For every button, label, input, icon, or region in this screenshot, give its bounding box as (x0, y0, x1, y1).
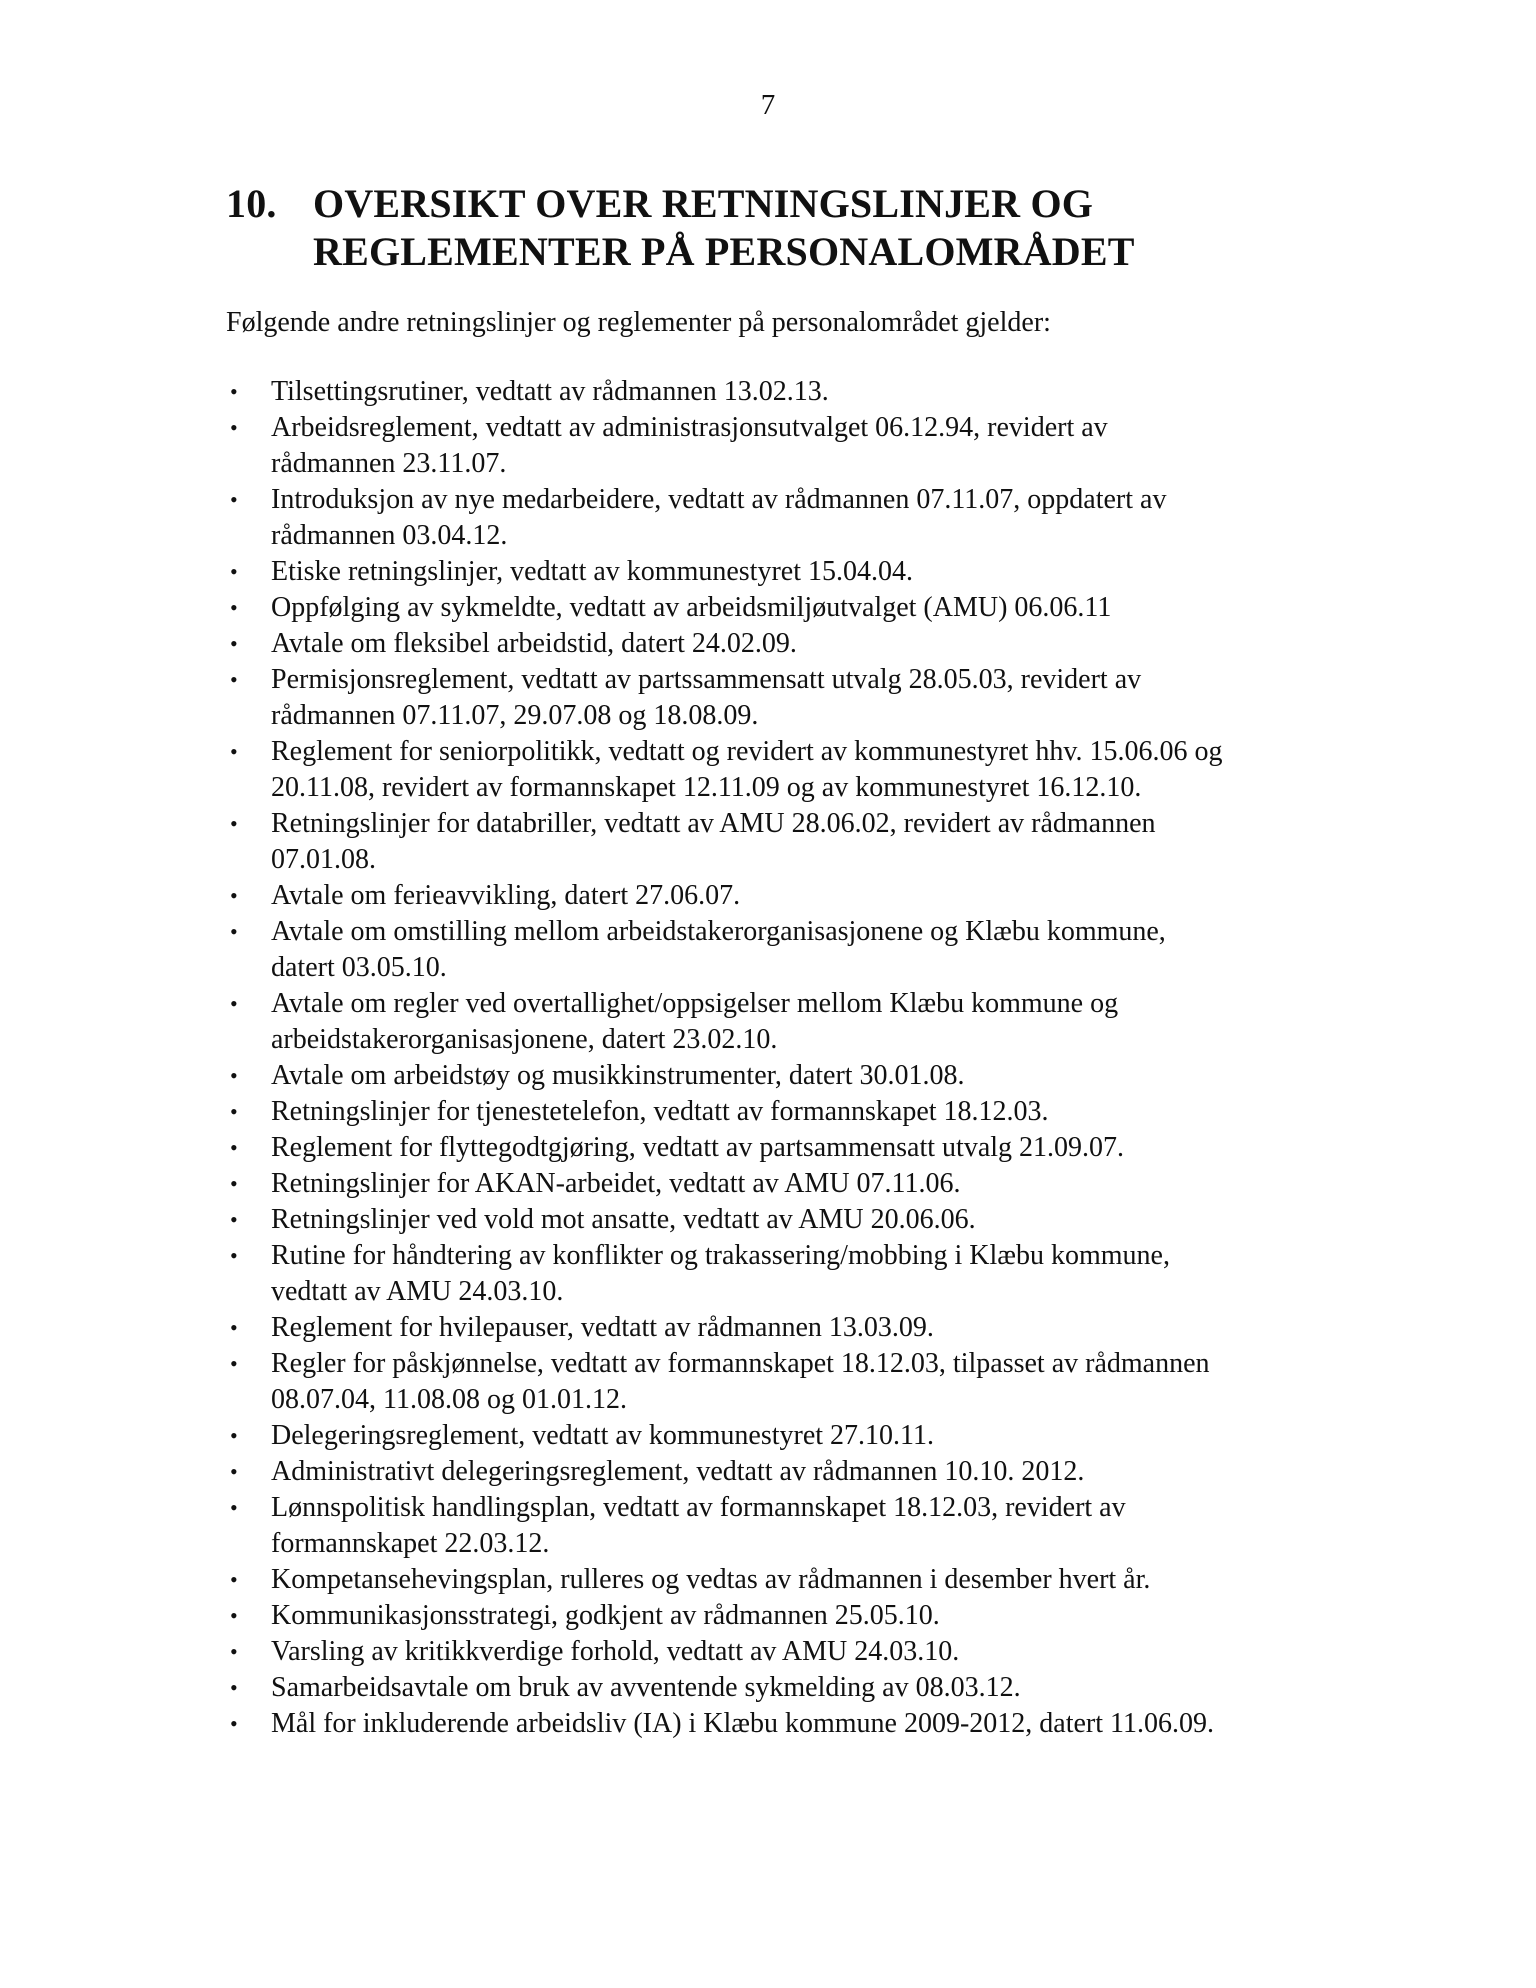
list-item (226, 878, 1326, 914)
list-item-text: Permisjonsreglement, vedtatt av partssammensatt utvalg 28.05.03, revidert av (271, 664, 1142, 695)
list-item-text: Arbeidsreglement, vedtatt av administrasjonsutvalget 06.12.94, revidert av (271, 412, 1108, 443)
bullet-icon: • (230, 1711, 238, 1736)
list-item (226, 1454, 1326, 1490)
list-item (226, 1490, 1326, 1562)
bullet-icon: • (230, 487, 238, 512)
bullet-icon: • (230, 1135, 238, 1160)
list-item-text: rådmannen 23.11.07. (271, 448, 507, 479)
list-item-text: Reglement for hvilepauser, vedtatt av rådmannen 13.03.09. (271, 1312, 934, 1343)
bullet-icon: • (230, 1063, 238, 1088)
list-item (226, 1094, 1326, 1130)
section-number: 10. (226, 181, 277, 226)
bullet-icon: • (230, 415, 238, 440)
list-item-text: Avtale om ferieavvikling, datert 27.06.07. (271, 880, 741, 911)
list-item-text: 08.07.04, 11.08.08 og 01.01.12. (271, 1384, 627, 1415)
bullet-icon: • (230, 1567, 238, 1592)
list-item-text: formannskapet 22.03.12. (271, 1528, 550, 1559)
list-item-text: Reglement for flyttegodtgjøring, vedtatt av partsammensatt utvalg 21.09.07. (271, 1132, 1125, 1163)
bullet-icon: • (230, 667, 238, 692)
bullet-icon: • (230, 1351, 238, 1376)
page-number: 7 (760, 89, 776, 121)
bullet-icon: • (230, 595, 238, 620)
list-item (226, 626, 1326, 662)
section-title-line: REGLEMENTER PÅ PERSONALOMRÅDET (313, 229, 1135, 274)
bullet-icon: • (230, 991, 238, 1016)
list-item-text: arbeidstakerorganisasjonene, datert 23.02.10. (271, 1024, 778, 1055)
list-item (226, 1058, 1326, 1094)
list-item-text: Kommunikasjonsstrategi, godkjent av rådmannen 25.05.10. (271, 1600, 940, 1631)
list-item-text: Kompetansehevingsplan, rulleres og vedtas av rådmannen i desember hvert år. (271, 1564, 1151, 1595)
bullet-icon: • (230, 739, 238, 764)
bullet-icon: • (230, 1315, 238, 1340)
bullet-icon: • (230, 1171, 238, 1196)
bullet-icon: • (230, 1639, 238, 1664)
list-item (226, 806, 1326, 878)
list-item-text: Retningslinjer for AKAN-arbeidet, vedtatt av AMU 07.11.06. (271, 1168, 961, 1199)
list-item-text: Avtale om regler ved overtallighet/oppsigelser mellom Klæbu kommune og (271, 988, 1119, 1019)
bullet-icon: • (230, 1099, 238, 1124)
bullet-icon: • (230, 631, 238, 656)
bullet-icon: • (230, 1603, 238, 1628)
list-item-text: datert 03.05.10. (271, 952, 447, 983)
list-item-text: rådmannen 03.04.12. (271, 520, 508, 551)
list-item (226, 734, 1326, 806)
list-item (226, 1670, 1326, 1706)
bullet-icon: • (230, 919, 238, 944)
list-item-text: Administrativt delegeringsreglement, vedtatt av rådmannen 10.10. 2012. (271, 1456, 1085, 1487)
list-item (226, 1706, 1326, 1742)
list-item-text: Delegeringsreglement, vedtatt av kommunestyret 27.10.11. (271, 1420, 935, 1451)
list-item-text: Rutine for håndtering av konflikter og trakassering/mobbing i Klæbu kommune, (271, 1240, 1170, 1271)
bullet-icon: • (230, 811, 238, 836)
list-item (226, 482, 1326, 554)
section-title-line: OVERSIKT OVER RETNINGSLINJER OG (313, 181, 1094, 226)
bullet-icon: • (230, 1495, 238, 1520)
guideline-list (226, 374, 1326, 1742)
list-item-text: Retningslinjer for tjenestetelefon, vedtatt av formannskapet 18.12.03. (271, 1096, 1049, 1127)
list-item (226, 1346, 1326, 1418)
intro-paragraph: Følgende andre retningslinjer og reglementer på personalområdet gjelder: (226, 307, 1051, 338)
list-item-text: Regler for påskjønnelse, vedtatt av formannskapet 18.12.03, tilpasset av rådmannen (271, 1348, 1210, 1379)
list-item (226, 1310, 1326, 1346)
list-item (226, 662, 1326, 734)
bullet-icon: • (230, 379, 238, 404)
list-item (226, 1418, 1326, 1454)
list-item-text: Mål for inkluderende arbeidsliv (IA) i Klæbu kommune 2009-2012, datert 11.06.09. (271, 1708, 1214, 1739)
list-item (226, 1202, 1326, 1238)
list-item-text: Tilsettingsrutiner, vedtatt av rådmannen 13.02.13. (271, 376, 829, 407)
list-item-text: Retningslinjer ved vold mot ansatte, vedtatt av AMU 20.06.06. (271, 1204, 976, 1235)
section-title (313, 180, 1413, 276)
list-item-text: 20.11.08, revidert av formannskapet 12.11.09 og av kommunestyret 16.12.10. (271, 772, 1142, 803)
list-item-text: Avtale om arbeidstøy og musikkinstrumenter, datert 30.01.08. (271, 1060, 965, 1091)
bullet-icon: • (230, 559, 238, 584)
list-item-text: Retningslinjer for databriller, vedtatt av AMU 28.06.02, revidert av rådmannen (271, 808, 1156, 839)
list-item (226, 1598, 1326, 1634)
bullet-icon: • (230, 1459, 238, 1484)
list-item-text: Oppfølging av sykmeldte, vedtatt av arbeidsmiljøutvalget (AMU) 06.06.11 (271, 592, 1112, 623)
list-item-text: Introduksjon av nye medarbeidere, vedtatt av rådmannen 07.11.07, oppdatert av (271, 484, 1167, 515)
list-item (226, 1166, 1326, 1202)
list-item-text: 07.01.08. (271, 844, 376, 875)
list-item-text: Avtale om fleksibel arbeidstid, datert 24.02.09. (271, 628, 797, 659)
list-item (226, 590, 1326, 626)
list-item-text: rådmannen 07.11.07, 29.07.08 og 18.08.09. (271, 700, 759, 731)
list-item-text: Avtale om omstilling mellom arbeidstakerorganisasjonene og Klæbu kommune, (271, 916, 1166, 947)
list-item (226, 374, 1326, 410)
bullet-icon: • (230, 1423, 238, 1448)
list-item-text: Samarbeidsavtale om bruk av avventende sykmelding av 08.03.12. (271, 1672, 1021, 1703)
list-item-text: vedtatt av AMU 24.03.10. (271, 1276, 564, 1307)
list-item (226, 986, 1326, 1058)
list-item-text: Reglement for seniorpolitikk, vedtatt og revidert av kommunestyret hhv. 15.06.06 og (271, 736, 1223, 767)
list-item-text: Etiske retningslinjer, vedtatt av kommunestyret 15.04.04. (271, 556, 913, 587)
bullet-icon: • (230, 1207, 238, 1232)
list-item (226, 914, 1326, 986)
list-item (226, 1238, 1326, 1310)
bullet-icon: • (230, 1675, 238, 1700)
list-item (226, 1634, 1326, 1670)
list-item (226, 554, 1326, 590)
list-item (226, 1130, 1326, 1166)
list-item (226, 1562, 1326, 1598)
list-item-text: Lønnspolitisk handlingsplan, vedtatt av formannskapet 18.12.03, revidert av (271, 1492, 1126, 1523)
list-item (226, 410, 1326, 482)
list-item-text: Varsling av kritikkverdige forhold, vedtatt av AMU 24.03.10. (271, 1636, 960, 1667)
bullet-icon: • (230, 1243, 238, 1268)
bullet-icon: • (230, 883, 238, 908)
